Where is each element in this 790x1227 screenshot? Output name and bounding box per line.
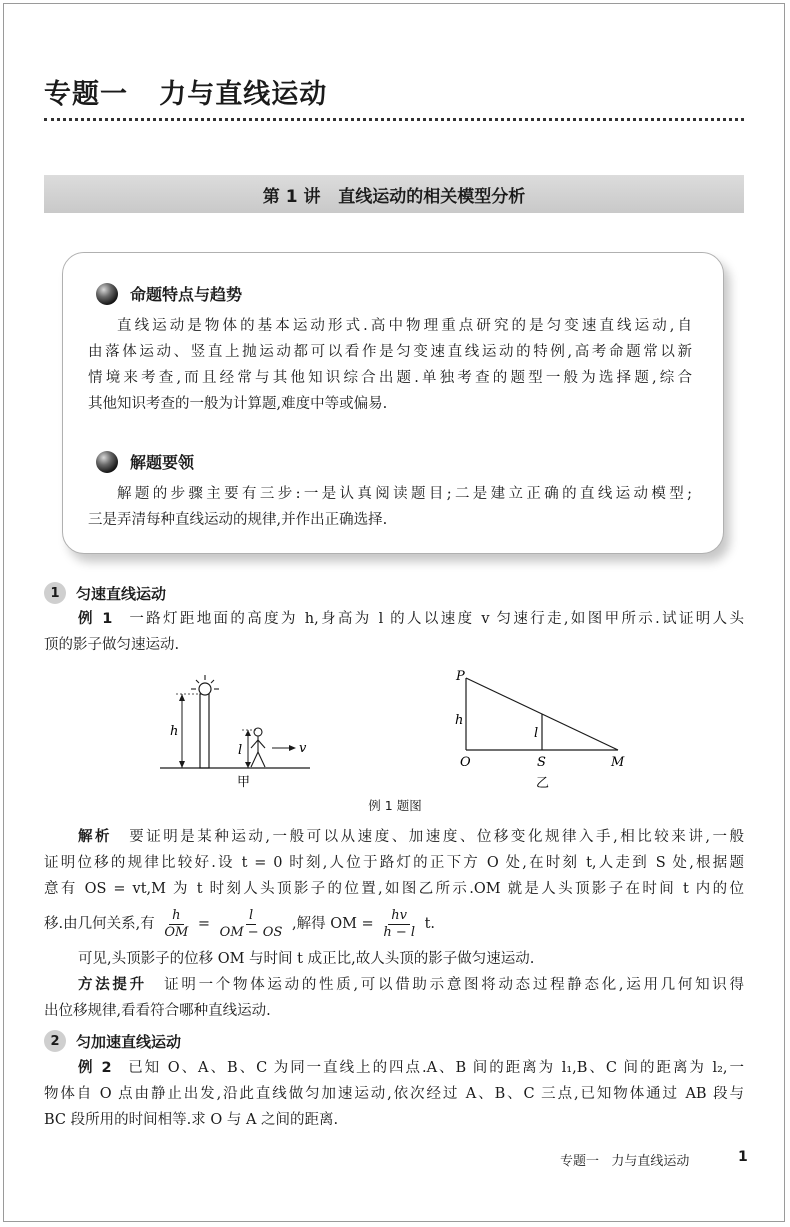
formula-line <box>44 904 744 944</box>
label-h-right: h <box>455 713 464 728</box>
bullet-ball-icon <box>96 283 118 305</box>
fraction-denominator: h − l <box>383 924 415 940</box>
formula-equals: = <box>197 916 211 932</box>
analysis-line <box>44 824 744 850</box>
label-l: l <box>238 743 243 758</box>
section-1-title: 匀速直线运动 <box>76 584 167 603</box>
example-2-line-text: 已知 O、A、B、C 为同一直线上的四点.A、B 间的距离为 l₁,B、C 间的距离为 l₂,一 <box>128 1060 745 1076</box>
analysis-line: 证明位移的规律比较好.设 t = 0 时刻,人位于路灯的正下方 O 处,在时刻 t,人走到 S 处,根据题 <box>44 855 744 871</box>
formula-prefix: 移.由几何关系,有 <box>44 916 155 932</box>
analysis-paragraph <box>44 824 744 902</box>
fraction-hv-over-h-l <box>380 908 418 941</box>
chapter-title: 专题一 力与直线运动 <box>44 79 328 110</box>
analysis-line: 意有 OS = vt,M 为 t 时刻人头顶影子的位置,如图乙所示.OM 就是人头顶影子在时间 t 内的位 <box>44 881 744 897</box>
fraction-numerator: hv <box>388 908 410 925</box>
lamp-post <box>200 694 209 768</box>
tips-line: 三是弄清每种直线运动的规律,并作出正确选择. <box>88 512 388 528</box>
box-heading-tips-text: 解题要领 <box>130 453 195 472</box>
label-v: v <box>299 741 307 756</box>
section-number-badge: 2 <box>44 1030 66 1052</box>
tips-paragraph <box>88 481 692 533</box>
figure-caption: 例 1 题图 <box>368 798 422 813</box>
example-1-label: 例 1 <box>78 611 113 627</box>
example-1-line: 顶的影子做匀速运动. <box>44 637 180 653</box>
figure-jia-caption: 甲 <box>237 775 251 790</box>
section-2-title: 匀加速直线运动 <box>76 1032 182 1051</box>
page-number: 1 <box>738 1149 748 1165</box>
box-heading-tips <box>96 450 194 473</box>
arrow-head-icon <box>289 745 296 751</box>
label-l-right: l <box>534 726 539 741</box>
method-line-text: 证明一个物体运动的性质,可以借助示意图将动态过程静态化,运用几何知识得 <box>164 977 745 993</box>
sun-lamp-icon <box>199 683 211 695</box>
example-2-line: BC 段所用的时间相等.求 O 与 A 之间的距离. <box>44 1112 339 1128</box>
fraction-numerator: h <box>169 908 183 925</box>
box-heading-trend <box>96 282 242 305</box>
lecture-title: 第 1 讲 直线运动的相关模型分析 <box>262 186 526 207</box>
figure-yi-caption: 乙 <box>536 776 550 791</box>
example-1-line-text: 一路灯距地面的高度为 h,身高为 l 的人以速度 v 匀速行走,如图甲所示.试证明人头 <box>129 611 745 627</box>
fraction-h-over-OM <box>161 908 191 941</box>
label-S: S <box>537 755 546 770</box>
analysis-line-text: 要证明是某种运动,一般可以从速度、加速度、位移变化规律入手,相比较来讲,一般 <box>129 829 745 845</box>
fraction-numerator: l <box>246 908 256 925</box>
method-line <box>44 972 744 998</box>
formula-suffix: t. <box>424 916 436 932</box>
fraction-denominator: OM <box>164 924 189 940</box>
example-2-label: 例 2 <box>78 1060 112 1076</box>
label-P: P <box>456 669 465 684</box>
box-heading-trend-text: 命题特点与趋势 <box>130 285 243 304</box>
example-1-line <box>44 606 744 632</box>
analysis-label: 解析 <box>78 829 113 845</box>
formula-mid: ,解得 OM = <box>291 916 374 932</box>
label-M: M <box>611 755 625 770</box>
example-1-text <box>44 606 744 658</box>
trend-line: 情境来考查,而且经常与其他知识综合出题.单独考查的题型一般为选择题,综合 <box>88 370 692 386</box>
trend-line: 由落体运动、竖直上抛运动都可以看作是匀变速直线运动的特例,高考命题常以新 <box>88 344 692 360</box>
arrow-head-icon <box>245 762 251 768</box>
section-2-heading <box>44 1030 181 1052</box>
example-2-text <box>44 1055 744 1133</box>
figure-yi <box>450 666 650 792</box>
arrow-head-icon <box>245 730 251 736</box>
example-2-line: 物体自 O 点由静止出发,沿此直线做匀加速运动,依次经过 A、B、C 三点,已知物体通过 AB 段与 <box>44 1086 744 1102</box>
dotted-divider <box>44 118 744 121</box>
figure-jia <box>160 672 320 792</box>
walking-person-icon <box>251 728 265 767</box>
arrow-head-icon <box>179 761 185 768</box>
example-2-line <box>44 1055 744 1081</box>
fraction-l-over-OM-OS <box>217 908 286 941</box>
label-O: O <box>460 755 471 770</box>
method-paragraph <box>44 972 744 1024</box>
lecture-title-bar <box>44 175 744 213</box>
footer-chapter-title: 专题一 力与直线运动 <box>560 1154 690 1169</box>
method-label: 方法提升 <box>78 977 147 993</box>
trend-line: 直线运动是物体的基本运动形式.高中物理重点研究的是匀变速直线运动,自 <box>117 318 692 334</box>
section-1-heading <box>44 582 166 604</box>
method-line: 出位移规律,看看符合哪种直线运动. <box>44 1003 271 1019</box>
label-h: h <box>170 724 179 739</box>
section-number-badge: 1 <box>44 582 66 604</box>
trend-line: 其他知识考查的一般为计算题,难度中等或偏易. <box>88 396 388 412</box>
tips-line: 解题的步骤主要有三步:一是认真阅读题目;二是建立正确的直线运动模型; <box>117 486 692 502</box>
arrow-head-icon <box>179 694 185 701</box>
fraction-denominator: OM − OS <box>219 924 283 940</box>
trend-paragraph <box>88 313 692 417</box>
conclusion-line: 可见,头顶影子的位移 OM 与时间 t 成正比,故人头顶的影子做匀速运动. <box>78 951 535 967</box>
bullet-ball-icon <box>96 451 118 473</box>
